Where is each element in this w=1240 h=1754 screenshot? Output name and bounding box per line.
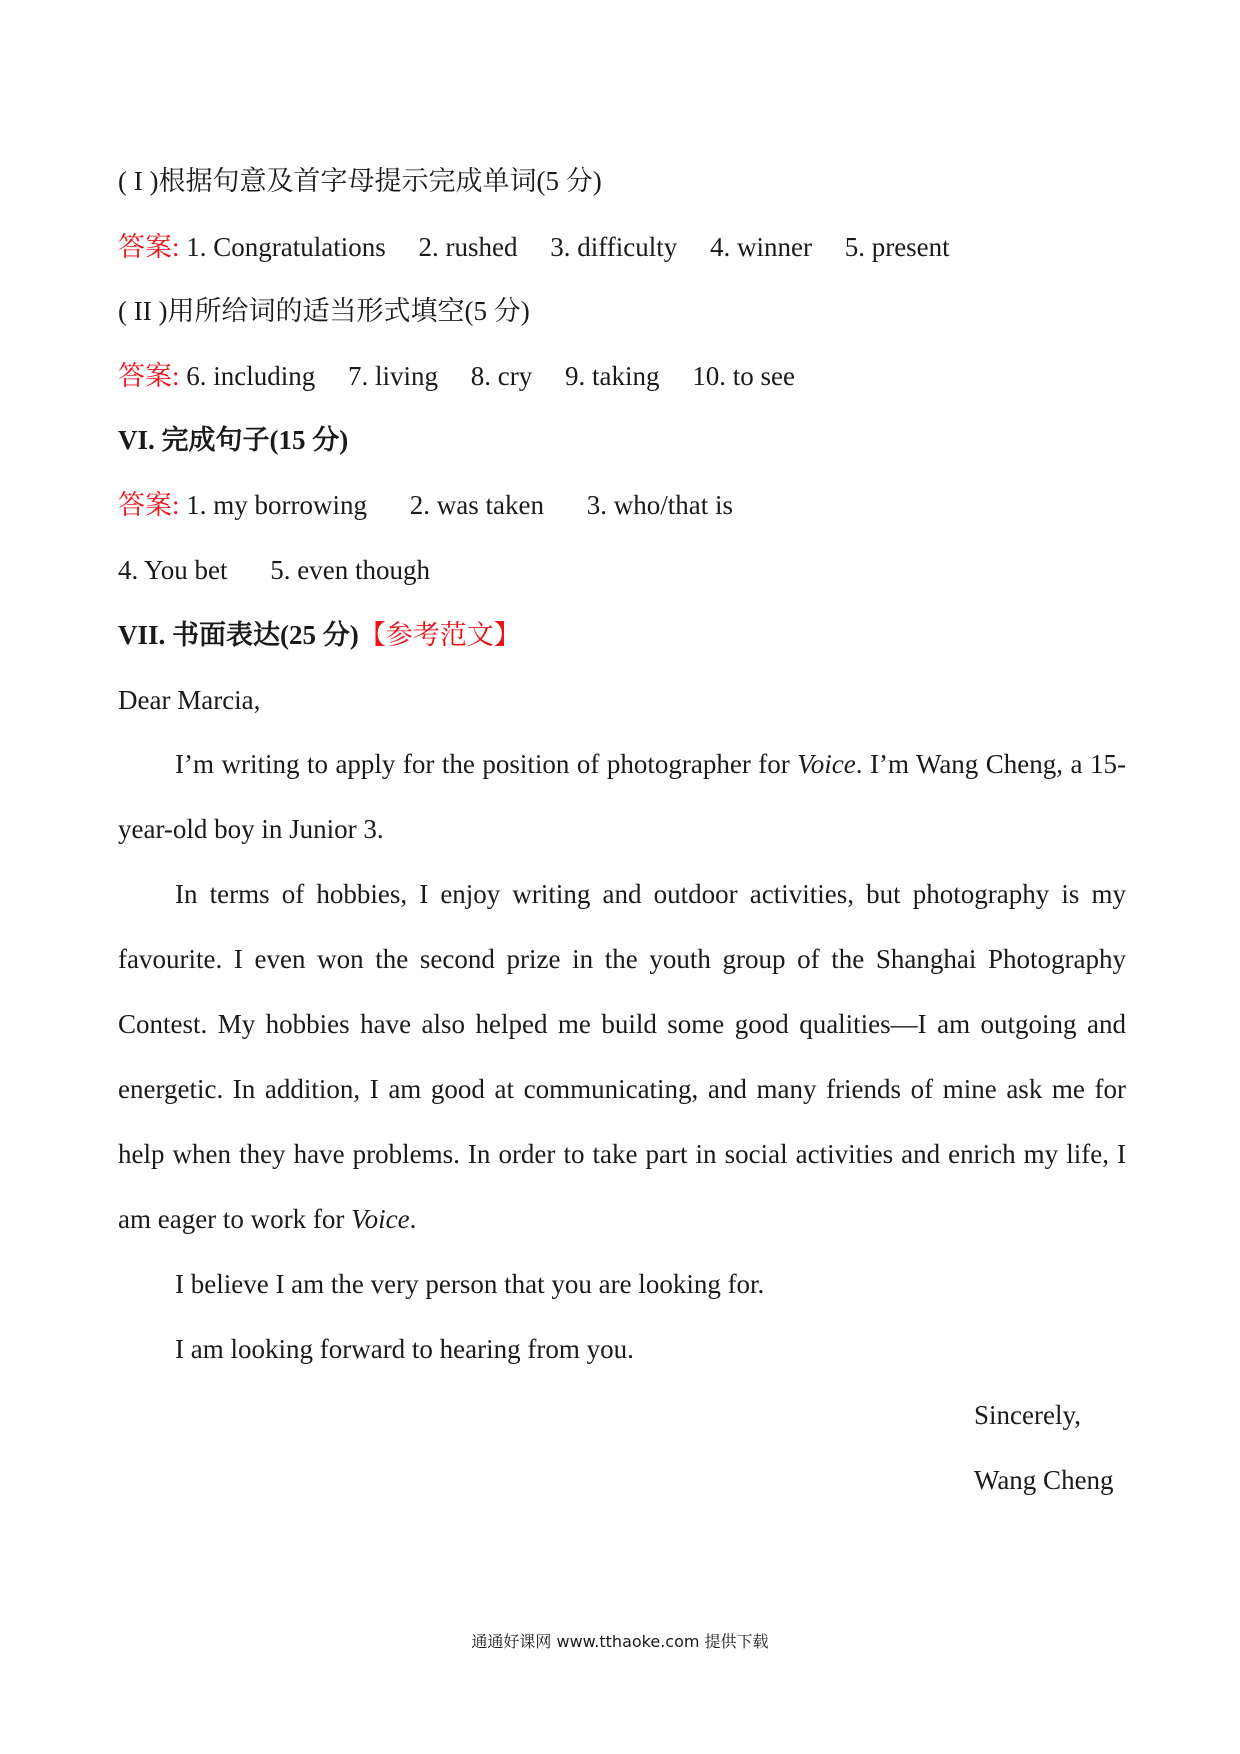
section-i-answers: [118, 229, 950, 265]
answer-label: 答案:: [118, 232, 180, 262]
paragraph-text: I’m writing to apply for the position of photographer for: [175, 749, 798, 779]
magazine-name: Voice: [797, 749, 856, 779]
answer-item: 4. You bet: [118, 555, 228, 585]
answer-item: 6. including: [186, 361, 316, 391]
letter-salutation: Dear Marcia,: [118, 685, 261, 715]
answer-item: 4. winner: [709, 232, 812, 262]
answer-item: 3. who/that is: [586, 490, 733, 520]
answer-item: 8. cry: [470, 361, 533, 391]
answer-item: 5. present: [844, 232, 950, 262]
letter-paragraph-3: I believe I am the very person that you are looking for.: [175, 1269, 765, 1299]
answer-label: 答案:: [118, 490, 180, 520]
paragraph-text: . I’m Wang Cheng, a 15-year-old boy in Junior 3.: [118, 749, 1126, 844]
paragraph-text: .: [409, 1204, 417, 1234]
letter-paragraph-4: I am looking forward to hearing from you.: [175, 1334, 634, 1364]
answer-item: 3. difficulty: [550, 232, 678, 262]
answer-item: 1. my borrowing: [186, 490, 367, 520]
answer-item: 2. was taken: [409, 490, 544, 520]
answer-item: 7. living: [348, 361, 439, 391]
letter-paragraph-2: [118, 862, 1126, 1252]
section-vii-heading: VII. 书面表达(25 分): [118, 620, 359, 650]
letter-paragraph-1: [118, 732, 1126, 862]
section-vii-heading-line: [118, 617, 521, 653]
section-ii-answers: [118, 358, 795, 394]
answer-item: 5. even though: [270, 555, 431, 585]
answer-item: 10. to see: [692, 361, 795, 391]
letter-closing: Sincerely,: [974, 1400, 1081, 1430]
section-vi-answers-line2: [118, 552, 430, 588]
section-vi-heading: VI. 完成句子(15 分): [118, 425, 349, 455]
paragraph-text: In terms of hobbies, I enjoy writing and outdoor activities, but photography is my favourite. I even won the second prize in the youth group of the Shanghai Photography Contest. My hobbies have also helped me build some good qualities—I am outgoing and energetic. In addition, I am good at communicating, and many friends of mine ask me for help when they have problems. In order to take part in social activities and enrich my life, I am eager to work for: [118, 879, 1126, 1234]
answer-item: 9. taking: [565, 361, 660, 391]
section-ii-heading: ( II )用所给词的适当形式填空(5 分): [118, 296, 530, 326]
letter-signature: Wang Cheng: [974, 1465, 1114, 1495]
answer-label: 答案:: [118, 361, 180, 391]
section-i-heading: ( I )根据句意及首字母提示完成单词(5 分): [118, 166, 602, 196]
page-footer: 通通好课网 www.tthaoke.com 提供下载: [471, 1632, 769, 1651]
answer-item: 1. Congratulations: [186, 232, 386, 262]
sample-essay-tag: 【参考范文】: [358, 620, 521, 650]
magazine-name: Voice: [351, 1204, 410, 1234]
section-vi-answers-line1: [118, 487, 733, 523]
answer-item: 2. rushed: [418, 232, 518, 262]
